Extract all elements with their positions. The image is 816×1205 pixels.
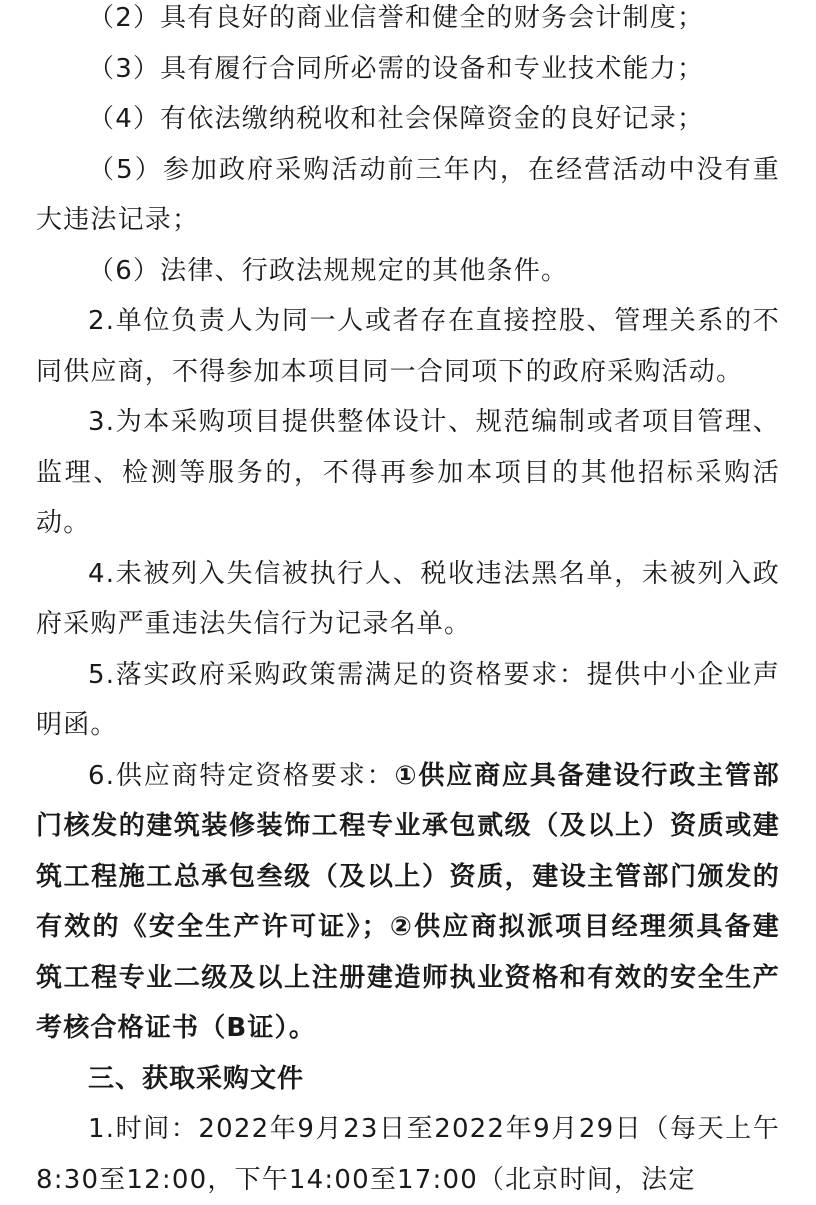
paragraph-condition-6	[0, 246, 816, 297]
paragraph-text: 4.未被列入失信被执行人、税收违法黑名单，未被列入政府采购严重违法失信行为记录名单。	[36, 558, 780, 639]
paragraph-item-6	[0, 751, 816, 1054]
paragraph-item-4	[0, 549, 816, 650]
paragraph-condition-2	[0, 0, 816, 44]
paragraph-text: （5）参加政府采购活动前三年内，在经营活动中没有重大违法记录；	[36, 154, 780, 235]
paragraph-text: 5.落实政府采购政策需满足的资格要求：提供中小企业声明函。	[36, 659, 780, 740]
paragraph-condition-4	[0, 94, 816, 145]
paragraph-condition-3	[0, 44, 816, 95]
paragraph-text: （4）有依法缴纳税收和社会保障资金的良好记录；	[88, 104, 705, 134]
paragraph-item-5	[0, 650, 816, 751]
section-heading-3	[0, 1054, 816, 1105]
paragraph-text: （2）具有良好的商业信誉和健全的财务会计制度；	[88, 3, 705, 33]
paragraph-item-3	[0, 397, 816, 549]
paragraph-text: 3.为本采购项目提供整体设计、规范编制或者项目管理、监理、检测等服务的，不得再参加本项目的其他招标采购活动。	[36, 407, 780, 538]
paragraph-text: 2.单位负责人为同一人或者存在直接控股、管理关系的不同供应商，不得参加本项目同一合同项下的政府采购活动。	[36, 306, 780, 387]
paragraph-item-2	[0, 296, 816, 397]
heading-text: 三、获取采购文件	[88, 1063, 305, 1094]
paragraph-condition-5	[0, 145, 816, 246]
paragraph-bold-text: ①供应商应具备建设行政主管部门核发的建筑装修装饰工程专业承包贰级（及以上）资质或建筑工程施工总承包叁级（及以上）资质，建设主管部门颁发的有效的《安全生产许可证》；②供应商拟派项目经理须具备建筑工程专业二级及以上注册建造师执业资格和有效的安全生产考核合格证书（B证）。	[36, 760, 780, 1043]
paragraph-text: 1.时间：2022年9月23日至2022年9月29日（每天上午8:30至12:00，下午14:00至17:00（北京时间，法定	[36, 1114, 780, 1195]
paragraph-text: （3）具有履行合同所必需的设备和专业技术能力；	[88, 53, 705, 84]
paragraph-text: 6.供应商特定资格要求：	[88, 760, 395, 791]
paragraph-time	[0, 1104, 816, 1205]
paragraph-text: （6）法律、行政法规规定的其他条件。	[88, 255, 569, 286]
